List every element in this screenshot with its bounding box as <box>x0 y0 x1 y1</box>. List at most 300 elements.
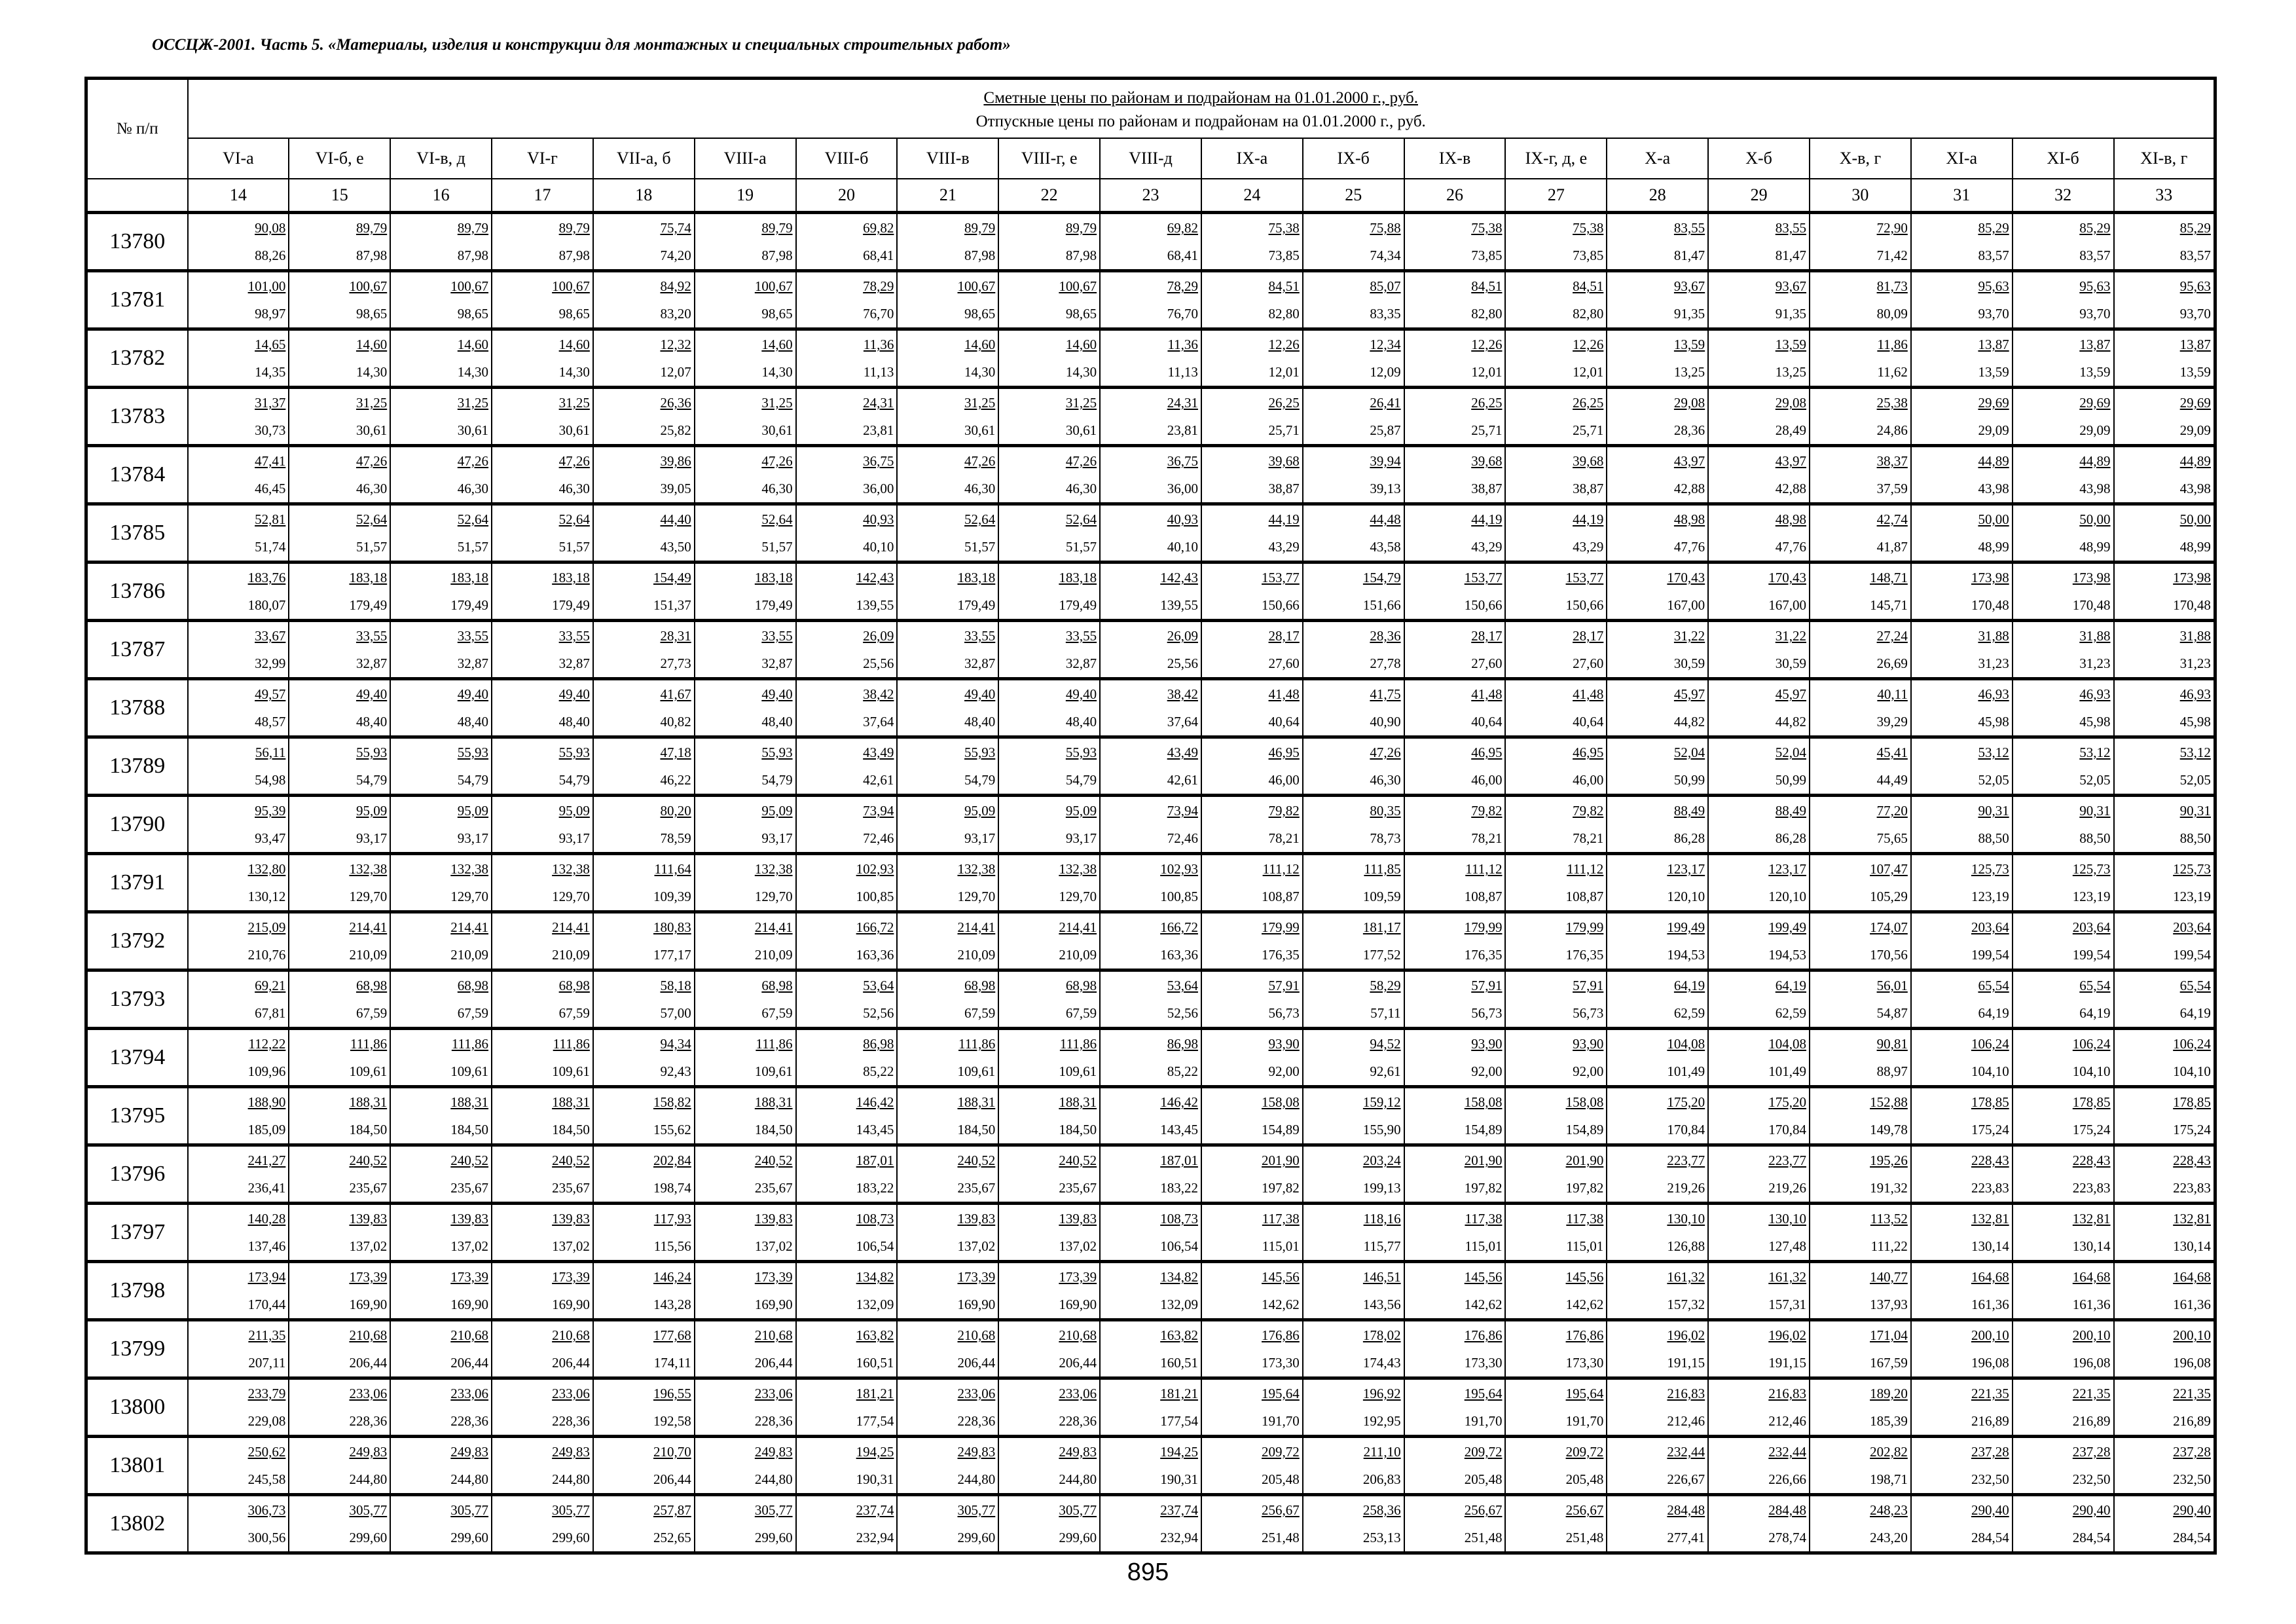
release-price: 170,84 <box>1667 1122 1705 1137</box>
estimate-price: 44,19 <box>1573 511 1604 527</box>
price-cell <box>796 446 898 504</box>
release-price: 93,17 <box>761 830 793 846</box>
estimate-price: 240,52 <box>552 1153 590 1168</box>
release-price: 299,60 <box>1059 1530 1097 1545</box>
release-price: 194,53 <box>1768 947 1806 963</box>
release-price: 115,01 <box>1465 1238 1503 1254</box>
release-price: 27,60 <box>1268 655 1300 671</box>
release-price: 39,13 <box>1370 481 1401 496</box>
release-price: 212,46 <box>1768 1413 1806 1429</box>
price-cell <box>1607 1204 1708 1262</box>
estimate-price: 221,35 <box>1971 1386 2009 1401</box>
release-price: 179,49 <box>450 597 489 613</box>
release-price: 25,56 <box>863 655 894 671</box>
price-cell <box>188 446 289 504</box>
region-header: X-в, г <box>1810 138 1911 179</box>
price-cell <box>1607 1437 1708 1495</box>
row-code: 13783 <box>86 388 188 446</box>
price-cell <box>897 504 998 563</box>
estimate-price: 95,09 <box>457 803 489 819</box>
price-cell <box>1404 1029 1506 1087</box>
price-cell <box>1607 1262 1708 1320</box>
price-cell <box>390 1204 492 1262</box>
estimate-price: 189,20 <box>1870 1386 1908 1401</box>
estimate-price: 106,24 <box>2173 1036 2211 1052</box>
release-price: 130,14 <box>2173 1238 2211 1254</box>
estimate-price: 95,63 <box>1978 278 2009 294</box>
estimate-price: 31,22 <box>1673 628 1705 644</box>
estimate-price: 89,79 <box>457 220 489 236</box>
release-price: 48,57 <box>255 714 286 729</box>
price-cell <box>593 504 695 563</box>
release-price: 13,59 <box>2179 364 2211 380</box>
estimate-price: 200,10 <box>1971 1327 2009 1343</box>
price-cell <box>1505 1495 1607 1553</box>
price-cell <box>1100 388 1201 446</box>
estimate-price: 305,77 <box>1059 1502 1097 1518</box>
release-price: 199,54 <box>1971 947 2009 963</box>
estimate-price: 159,12 <box>1362 1094 1401 1110</box>
release-price: 83,57 <box>2179 248 2211 263</box>
release-price: 137,02 <box>957 1238 996 1254</box>
price-cell <box>593 912 695 970</box>
estimate-price: 249,83 <box>552 1444 590 1460</box>
estimate-price: 173,39 <box>957 1269 996 1285</box>
estimate-price: 173,98 <box>2173 570 2211 585</box>
release-price: 31,23 <box>2079 655 2111 671</box>
price-cell <box>1303 329 1404 388</box>
estimate-price: 48,98 <box>1673 511 1705 527</box>
estimate-price: 80,35 <box>1370 803 1401 819</box>
estimate-price: 256,67 <box>1565 1502 1604 1518</box>
price-cell <box>1911 970 2013 1029</box>
price-cell <box>2013 271 2114 329</box>
release-price: 206,44 <box>552 1355 590 1371</box>
estimate-price: 203,64 <box>2173 919 2211 935</box>
price-cell <box>188 1378 289 1437</box>
price-cell <box>1911 1378 2013 1437</box>
estimate-price: 223,77 <box>1667 1153 1705 1168</box>
estimate-price: 211,35 <box>248 1327 286 1343</box>
estimate-price: 163,82 <box>1160 1327 1198 1343</box>
estimate-price: 139,83 <box>349 1211 388 1227</box>
estimate-price: 228,43 <box>2072 1153 2111 1168</box>
estimate-price: 202,82 <box>1870 1444 1908 1460</box>
release-price: 210,09 <box>349 947 388 963</box>
release-price: 98,65 <box>558 306 590 322</box>
release-price: 130,12 <box>247 889 286 904</box>
release-price: 48,40 <box>761 714 793 729</box>
estimate-price: 90,08 <box>255 220 286 236</box>
price-cell <box>2114 1087 2215 1145</box>
release-price: 244,80 <box>450 1471 489 1487</box>
estimate-price: 29,69 <box>2079 395 2111 411</box>
release-price: 170,48 <box>1971 597 2009 613</box>
price-cell <box>1100 1495 1201 1553</box>
price-cell <box>1404 970 1506 1029</box>
price-cell <box>1505 1262 1607 1320</box>
release-price: 130,14 <box>1971 1238 2009 1254</box>
estimate-price: 39,68 <box>1471 453 1503 469</box>
price-cell <box>593 1145 695 1204</box>
price-cell <box>1100 1029 1201 1087</box>
document-title: ОССЦЖ-2001. Часть 5. «Материалы, изделия и конструкции для монтажных и специальных строительных работ» <box>152 36 1011 54</box>
estimate-price: 13,87 <box>2079 337 2111 352</box>
release-price: 51,57 <box>964 539 996 555</box>
release-price: 150,66 <box>1464 597 1503 613</box>
price-cell <box>1100 271 1201 329</box>
price-cell <box>390 446 492 504</box>
estimate-price: 132,38 <box>450 861 489 877</box>
table-row <box>86 1495 2215 1553</box>
estimate-price: 132,81 <box>1971 1211 2009 1227</box>
release-price: 51,57 <box>761 539 793 555</box>
release-price: 185,09 <box>247 1122 286 1137</box>
estimate-price: 154,49 <box>653 570 691 585</box>
release-price: 219,26 <box>1768 1180 1806 1196</box>
estimate-price: 55,93 <box>964 745 996 760</box>
estimate-price: 164,68 <box>2072 1269 2111 1285</box>
price-cell <box>289 970 390 1029</box>
release-price: 14,30 <box>457 364 489 380</box>
release-price: 52,05 <box>2179 772 2211 788</box>
release-price: 232,50 <box>2173 1471 2211 1487</box>
price-cell <box>1100 329 1201 388</box>
estimate-price: 24,31 <box>1167 395 1198 411</box>
release-price: 48,99 <box>2179 539 2211 555</box>
estimate-price: 14,60 <box>355 337 388 352</box>
release-price: 14,30 <box>964 364 996 380</box>
estimate-price: 108,73 <box>1160 1211 1198 1227</box>
price-cell <box>695 737 796 796</box>
release-price: 40,64 <box>1268 714 1300 729</box>
release-price: 179,49 <box>754 597 793 613</box>
release-price: 40,90 <box>1370 714 1401 729</box>
estimate-price: 31,25 <box>964 395 996 411</box>
estimate-price: 55,93 <box>761 745 793 760</box>
price-cell <box>1708 1029 1810 1087</box>
estimate-price: 142,43 <box>1160 570 1198 585</box>
table-row <box>86 271 2215 329</box>
release-price: 216,89 <box>2173 1413 2211 1429</box>
release-price: 25,71 <box>1268 422 1300 438</box>
price-cell <box>188 1437 289 1495</box>
estimate-price: 111,85 <box>1364 861 1401 877</box>
release-price: 44,82 <box>1775 714 1806 729</box>
row-code: 13786 <box>86 563 188 621</box>
price-cell <box>695 621 796 679</box>
release-price: 30,61 <box>964 422 996 438</box>
release-price: 210,09 <box>957 947 996 963</box>
release-price: 184,50 <box>957 1122 996 1137</box>
release-price: 177,54 <box>1160 1413 1198 1429</box>
price-cell <box>2013 329 2114 388</box>
release-price: 93,17 <box>558 830 590 846</box>
table-row <box>86 1145 2215 1204</box>
price-cell <box>1303 1087 1404 1145</box>
estimate-price: 31,88 <box>2179 628 2211 644</box>
release-price: 206,44 <box>653 1471 691 1487</box>
region-header: VI-в, д <box>390 138 492 179</box>
release-price: 44,49 <box>1876 772 1908 788</box>
estimate-price: 214,41 <box>349 919 388 935</box>
estimate-price: 158,08 <box>1565 1094 1604 1110</box>
release-price: 137,46 <box>247 1238 286 1254</box>
estimate-price: 210,68 <box>552 1327 590 1343</box>
estimate-price: 55,93 <box>355 745 388 760</box>
price-cell <box>1100 621 1201 679</box>
release-price: 210,09 <box>450 947 489 963</box>
estimate-price: 39,68 <box>1573 453 1604 469</box>
table-row <box>86 1378 2215 1437</box>
release-price: 87,98 <box>355 248 388 263</box>
price-cell <box>897 1378 998 1437</box>
estimate-price: 173,39 <box>450 1269 489 1285</box>
table-row <box>86 679 2215 737</box>
column-number: 30 <box>1810 179 1911 213</box>
release-price: 167,00 <box>1768 597 1806 613</box>
estimate-price: 11,36 <box>863 337 894 352</box>
region-header: VI-а <box>188 138 289 179</box>
release-price: 100,85 <box>856 889 894 904</box>
release-price: 109,61 <box>450 1063 489 1079</box>
release-price: 72,46 <box>863 830 894 846</box>
estimate-price: 112,22 <box>248 1036 286 1052</box>
estimate-price: 111,64 <box>654 861 691 877</box>
price-cell <box>1911 1204 2013 1262</box>
release-price: 190,31 <box>1160 1471 1198 1487</box>
estimate-price: 221,35 <box>2173 1386 2211 1401</box>
price-cell <box>1303 1145 1404 1204</box>
estimate-price: 28,17 <box>1573 628 1604 644</box>
estimate-price: 47,26 <box>1370 745 1401 760</box>
estimate-price: 14,60 <box>964 337 996 352</box>
release-price: 88,50 <box>2179 830 2211 846</box>
release-price: 149,78 <box>1870 1122 1908 1137</box>
release-price: 184,50 <box>349 1122 388 1137</box>
release-price: 42,88 <box>1673 481 1705 496</box>
release-price: 43,98 <box>2079 481 2111 496</box>
price-cell <box>593 213 695 271</box>
price-cell <box>1303 388 1404 446</box>
price-cell <box>2114 446 2215 504</box>
estimate-price: 249,83 <box>754 1444 793 1460</box>
estimate-price: 90,31 <box>2079 803 2111 819</box>
price-cell <box>1505 796 1607 854</box>
row-code: 13794 <box>86 1029 188 1087</box>
estimate-price: 26,25 <box>1573 395 1604 411</box>
price-cell <box>1201 679 1303 737</box>
price-cell <box>1505 854 1607 912</box>
estimate-price: 233,79 <box>247 1386 286 1401</box>
price-cell <box>188 329 289 388</box>
release-price: 46,00 <box>1573 772 1604 788</box>
estimate-price: 215,09 <box>247 919 286 935</box>
estimate-price: 199,49 <box>1768 919 1806 935</box>
release-price: 82,80 <box>1471 306 1503 322</box>
price-cell <box>1505 737 1607 796</box>
release-price: 169,90 <box>957 1297 996 1312</box>
estimate-price: 111,86 <box>756 1036 793 1052</box>
release-price: 143,45 <box>1160 1122 1198 1137</box>
estimate-price: 28,17 <box>1471 628 1503 644</box>
price-cell <box>390 796 492 854</box>
release-price: 46,45 <box>255 481 286 496</box>
estimate-price: 52,64 <box>355 511 388 527</box>
estimate-price: 31,22 <box>1775 628 1806 644</box>
price-cell <box>897 737 998 796</box>
estimate-price: 78,29 <box>1167 278 1198 294</box>
release-price: 109,61 <box>349 1063 388 1079</box>
estimate-price: 117,38 <box>1566 1211 1604 1227</box>
estimate-price: 199,49 <box>1667 919 1705 935</box>
estimate-price: 29,08 <box>1775 395 1806 411</box>
price-cell <box>2114 796 2215 854</box>
release-price: 93,70 <box>2079 306 2111 322</box>
price-cell <box>1100 504 1201 563</box>
estimate-price: 148,71 <box>1870 570 1908 585</box>
estimate-price: 237,74 <box>1160 1502 1198 1518</box>
estimate-price: 47,26 <box>558 453 590 469</box>
release-price: 14,30 <box>1065 364 1097 380</box>
release-price: 64,19 <box>1978 1005 2009 1021</box>
region-header: VIII-д <box>1100 138 1201 179</box>
release-price: 210,09 <box>1059 947 1097 963</box>
estimate-price: 188,90 <box>247 1094 286 1110</box>
estimate-price: 117,93 <box>653 1211 691 1227</box>
release-price: 48,40 <box>558 714 590 729</box>
estimate-price: 132,81 <box>2173 1211 2211 1227</box>
estimate-price: 111,12 <box>1567 861 1604 877</box>
release-price: 109,96 <box>247 1063 286 1079</box>
estimate-price: 118,16 <box>1363 1211 1401 1227</box>
release-price: 46,22 <box>660 772 691 788</box>
estimate-price: 101,00 <box>247 278 286 294</box>
estimate-price: 88,49 <box>1673 803 1705 819</box>
release-price: 86,28 <box>1775 830 1806 846</box>
price-cell <box>289 854 390 912</box>
price-cell <box>492 1378 593 1437</box>
estimate-price: 100,67 <box>450 278 489 294</box>
release-price: 52,56 <box>863 1005 894 1021</box>
table-row <box>86 213 2215 271</box>
price-cell <box>492 1437 593 1495</box>
estimate-price: 216,83 <box>1667 1386 1705 1401</box>
release-price: 192,95 <box>1362 1413 1401 1429</box>
price-cell <box>796 504 898 563</box>
release-price: 57,11 <box>1370 1005 1401 1021</box>
price-cell <box>2114 1320 2215 1378</box>
price-cell <box>1911 271 2013 329</box>
release-price: 41,87 <box>1876 539 1908 555</box>
price-cell <box>1303 679 1404 737</box>
estimate-price: 196,02 <box>1667 1327 1705 1343</box>
region-header: VIII-в <box>897 138 998 179</box>
release-price: 47,76 <box>1775 539 1806 555</box>
price-cell <box>2013 1320 2114 1378</box>
price-cell <box>2114 1378 2215 1437</box>
estimate-price: 104,08 <box>1768 1036 1806 1052</box>
estimate-price: 194,25 <box>1160 1444 1198 1460</box>
price-cell <box>2114 854 2215 912</box>
release-price: 137,02 <box>552 1238 590 1254</box>
estimate-price: 158,08 <box>1262 1094 1300 1110</box>
region-header: X-а <box>1607 138 1708 179</box>
estimate-price: 44,48 <box>1370 511 1401 527</box>
release-price: 30,61 <box>761 422 793 438</box>
price-cell <box>1303 504 1404 563</box>
release-price: 228,36 <box>450 1413 489 1429</box>
estimate-price: 210,68 <box>450 1327 489 1343</box>
price-cell <box>1607 1029 1708 1087</box>
price-cell <box>1810 1495 1911 1553</box>
estimate-price: 111,86 <box>553 1036 590 1052</box>
price-cell <box>1505 621 1607 679</box>
estimate-price: 50,00 <box>2179 511 2211 527</box>
estimate-price: 258,36 <box>1362 1502 1401 1518</box>
release-price: 54,79 <box>355 772 388 788</box>
estimate-price: 196,02 <box>1768 1327 1806 1343</box>
estimate-price: 153,77 <box>1262 570 1300 585</box>
release-price: 14,30 <box>355 364 388 380</box>
price-cell <box>796 912 898 970</box>
column-number: 28 <box>1607 179 1708 213</box>
price-cell <box>695 912 796 970</box>
price-cell <box>593 271 695 329</box>
release-price: 129,70 <box>1059 889 1097 904</box>
estimate-price: 47,18 <box>660 745 691 760</box>
release-price: 157,31 <box>1768 1297 1806 1312</box>
estimate-price: 31,25 <box>1065 395 1097 411</box>
table-row <box>86 737 2215 796</box>
release-price: 184,50 <box>754 1122 793 1137</box>
price-cell <box>1303 1437 1404 1495</box>
column-number: 14 <box>188 179 289 213</box>
release-price: 123,19 <box>2072 889 2111 904</box>
price-cell <box>796 679 898 737</box>
release-price: 244,80 <box>349 1471 388 1487</box>
release-price: 93,17 <box>964 830 996 846</box>
price-cell <box>289 446 390 504</box>
release-price: 109,61 <box>1059 1063 1097 1079</box>
estimate-price: 210,70 <box>653 1444 691 1460</box>
release-price: 183,22 <box>856 1180 894 1196</box>
price-cell <box>1708 912 1810 970</box>
estimate-price: 31,25 <box>457 395 489 411</box>
release-price: 51,57 <box>1065 539 1097 555</box>
estimate-price: 69,21 <box>255 978 286 993</box>
price-cell <box>998 1378 1100 1437</box>
estimate-price: 175,20 <box>1768 1094 1806 1110</box>
release-price: 32,87 <box>761 655 793 671</box>
estimate-price: 153,77 <box>1565 570 1604 585</box>
release-price: 32,87 <box>1065 655 1097 671</box>
estimate-price: 240,52 <box>450 1153 489 1168</box>
price-cell <box>1607 912 1708 970</box>
price-cell <box>492 1320 593 1378</box>
estimate-price: 68,98 <box>1065 978 1097 993</box>
release-price: 210,09 <box>552 947 590 963</box>
price-cell <box>1708 1320 1810 1378</box>
estimate-price: 178,02 <box>1362 1327 1401 1343</box>
release-price: 36,00 <box>1167 481 1198 496</box>
estimate-price: 249,83 <box>957 1444 996 1460</box>
estimate-price: 49,40 <box>761 686 793 702</box>
price-cell <box>1404 329 1506 388</box>
estimate-price: 161,32 <box>1768 1269 1806 1285</box>
release-price: 223,83 <box>2072 1180 2111 1196</box>
price-cell <box>897 912 998 970</box>
